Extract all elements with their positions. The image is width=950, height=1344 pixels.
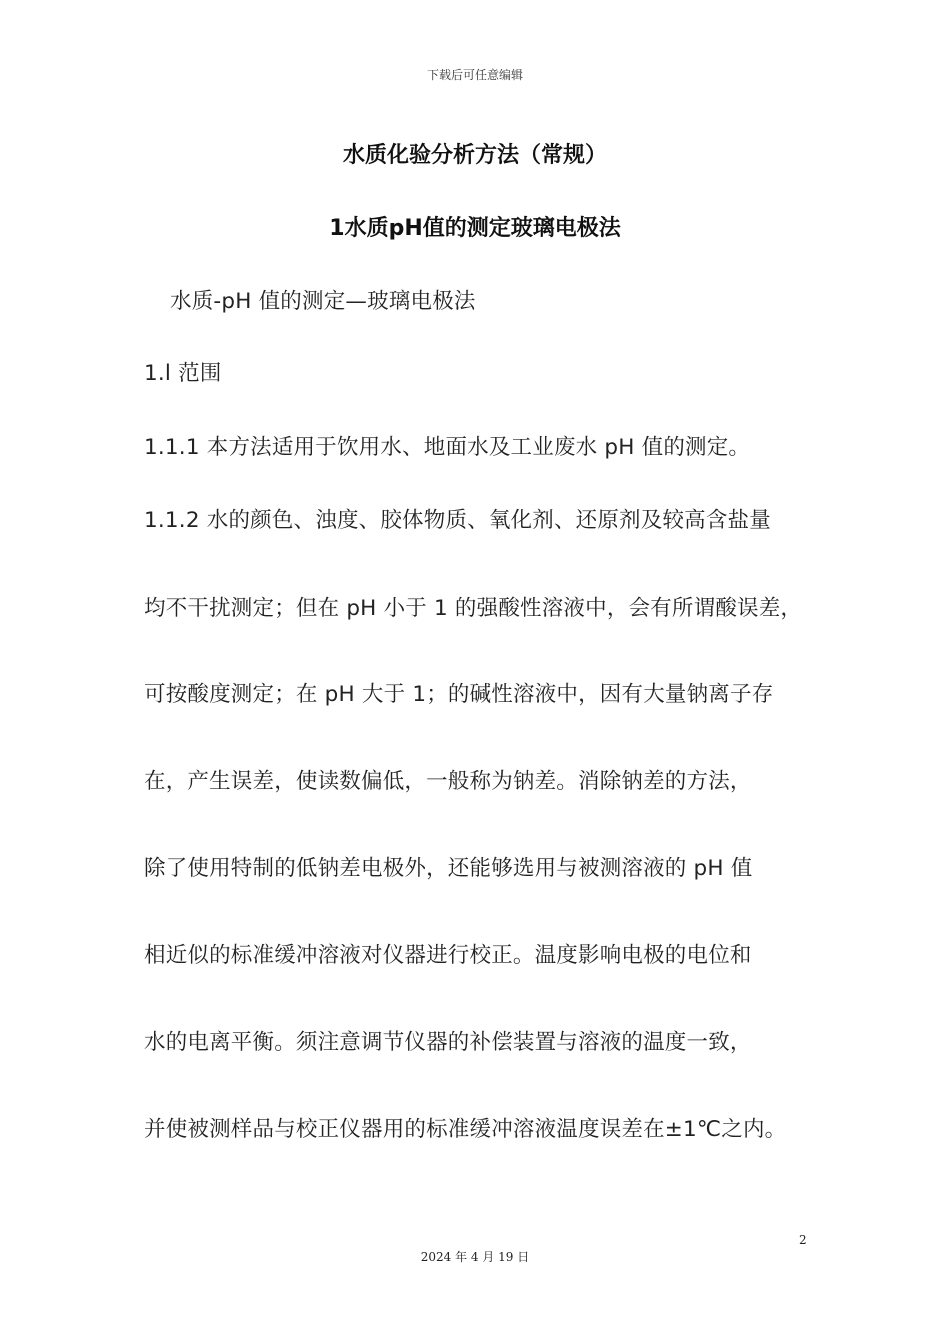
page-header: 下载后可任意编辑 bbox=[426, 68, 523, 82]
paragraph-line: 相近似的标准缓冲溶液对仪器进行校正。温度影响电极的电位和 bbox=[144, 943, 752, 968]
paragraph-line: 除了使用特制的低钠差电极外，还能够选用与被测溶液的 pH 值 bbox=[144, 856, 753, 881]
paragraph-line: 1.1.2 水的颜色、浊度、胶体物质、氧化剂、还原剂及较高含盐量 bbox=[144, 508, 771, 533]
section-title: 1水质pH值的测定玻璃电极法 bbox=[329, 216, 621, 241]
paragraph-line: 并使被测样品与校正仪器用的标准缓冲溶液温度误差在±1℃之内。 bbox=[144, 1117, 787, 1142]
page-number: 2 bbox=[799, 1233, 807, 1247]
paragraph-line: 水的电离平衡。须注意调节仪器的补偿装置与溶液的温度一致， bbox=[144, 1030, 752, 1055]
paragraph-line: 1.1.1 本方法适用于饮用水、地面水及工业废水 pH 值的测定。 bbox=[144, 435, 751, 460]
method-name-line: 水质-pH 值的测定—玻璃电极法 bbox=[170, 289, 476, 314]
footer-date: 2024 年 4 月 19 日 bbox=[420, 1250, 530, 1264]
paragraph-line: 在，产生误差，使读数偏低，一般称为钠差。消除钠差的方法， bbox=[144, 769, 752, 794]
section-heading-scope: 1.l 范围 bbox=[144, 361, 222, 386]
paragraph-line: 均不干扰测定；但在 pH 小于 1 的强酸性溶液中，会有所谓酸误差， bbox=[144, 596, 803, 621]
document-title: 水质化验分析方法（常规） bbox=[342, 143, 607, 168]
paragraph-line: 可按酸度测定；在 pH 大于 1；的碱性溶液中，因有大量钠离子存 bbox=[144, 682, 774, 707]
